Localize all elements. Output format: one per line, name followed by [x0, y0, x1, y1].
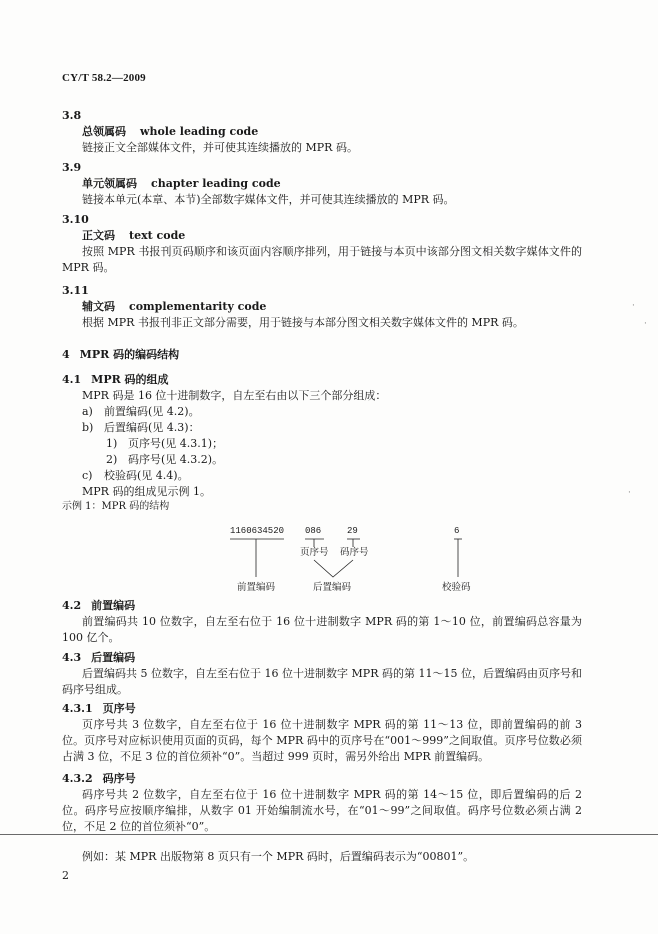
- section-4-3: [62, 650, 582, 698]
- term-cn: 单元领属码: [82, 176, 137, 190]
- list-text: 页序号(见 4.3.1)；: [128, 436, 224, 450]
- scan-speck: ·: [632, 301, 635, 311]
- code-digits: 29: [347, 526, 358, 536]
- term-name: [62, 124, 582, 140]
- suffix-label: 后置编码: [313, 582, 352, 593]
- subsection-number: 4.3: [62, 651, 82, 664]
- check-label: 校验码: [442, 582, 471, 593]
- clause-number: 3.9: [62, 161, 82, 174]
- paragraph: 码序号共 2 位数字，自左至右位于 16 位十进制数字 MPR 码的第 14～15 位，即后置编码的后 2 位。码序号应按顺序编排，从数字 01 开始编制流水号，在“01～99”之间取值。码序号位数必须占满 2 位，不足 2 位的首位须补“0”。: [62, 787, 582, 833]
- term-cn: 总领属码: [82, 124, 126, 138]
- subsection-title: 后置编码: [91, 651, 136, 664]
- page-label: 页序号: [300, 547, 329, 558]
- term-en: whole leading code: [140, 124, 259, 138]
- subsection-heading: [62, 598, 582, 614]
- list-text: 后置编码(见 4.3)：: [104, 420, 200, 434]
- section-4-heading: [62, 347, 582, 363]
- section-title: MPR 码的编码结构: [79, 348, 180, 361]
- subsection-heading: [62, 650, 582, 666]
- list-item: [62, 420, 582, 436]
- subsection-number: 4.2: [62, 599, 82, 612]
- check-digit: 6: [454, 526, 460, 536]
- term-cn: 辅文码: [82, 299, 115, 313]
- term-name: [62, 228, 582, 244]
- term-3-9: [62, 160, 582, 208]
- term-en: chapter leading code: [151, 176, 281, 190]
- clause-number: 3.11: [62, 284, 89, 297]
- subsection-title: MPR 码的组成: [91, 373, 169, 386]
- prefix-digits: 1160634520: [230, 526, 285, 536]
- term-definition: 按照 MPR 书报刊页码顺序和该页面内容顺序排列，用于链接与本页中该部分图文相关数字媒体文件的 MPR 码。: [62, 244, 582, 274]
- prefix-label: 前置编码: [237, 582, 276, 593]
- section-4-1: [62, 372, 582, 514]
- list-item: [62, 404, 582, 420]
- clause-number: 3.8: [62, 109, 82, 122]
- code-label: 码序号: [340, 547, 369, 558]
- term-definition: 根据 MPR 书报刊非正文部分需要，用于链接与本部分图文相关数字媒体文件的 MPR 码。: [82, 315, 524, 329]
- subsection-number: 4.3.1: [62, 702, 93, 715]
- page-fold-line: [0, 834, 658, 835]
- scan-speck: ·: [628, 488, 631, 498]
- term-3-8: [62, 108, 582, 156]
- term-definition: 链接本单元(本章、本节)全部数字媒体文件，并可使其连续播放的 MPR 码。: [82, 192, 455, 206]
- term-definition: 链接正文全部媒体文件，并可使其连续播放的 MPR 码。: [82, 140, 358, 154]
- subsection-title: 前置编码: [91, 599, 136, 612]
- suffix-brace: [314, 560, 353, 577]
- clause-number: 3.10: [62, 213, 89, 226]
- term-name: [62, 176, 582, 192]
- example-title: 示例 1：MPR 码的结构: [62, 500, 170, 512]
- term-3-10: [62, 212, 582, 276]
- list-marker: 2): [106, 452, 118, 466]
- paragraph: 后置编码共 5 位数字，自左至右位于 16 位十进制数字 MPR 码的第 11～15 位，后置编码由页序号和码序号组成。: [62, 666, 582, 696]
- paragraph: 页序号共 3 位数字，自左至右位于 16 位十进制数字 MPR 码的第 11～13 位，即前置编码的前 3 位。页序号对应标识使用页面的页码，每个 MPR 码中的页序号在“001～999”之间取值。页序号位数必须占满 3 位，不足 3 位的首位须补“0”。当超过 999 页时，需另外给出 MPR 前置编码。: [62, 717, 582, 763]
- term-3-11: [62, 283, 582, 331]
- section-4-3-2: [62, 771, 582, 835]
- list-item: [62, 452, 582, 468]
- term-cn: 正文码: [82, 228, 115, 242]
- subsection-heading: [62, 771, 582, 787]
- list-text: 前置编码(见 4.2)。: [104, 404, 200, 418]
- list-text: 校验码(见 4.4)。: [104, 468, 189, 482]
- subsection-number: 4.1: [62, 373, 82, 386]
- standard-number-header: CY/T 58.2—2009: [62, 72, 146, 84]
- subsection-number: 4.3.2: [62, 772, 93, 785]
- list-text: 码序号(见 4.3.2)。: [128, 452, 224, 466]
- list-marker: b): [82, 420, 94, 434]
- subsection-heading: [62, 372, 582, 388]
- paragraph: MPR 码是 16 位十进制数字，自左至右由以下三个部分组成：: [82, 388, 387, 402]
- mpr-structure-diagram: [212, 525, 472, 595]
- section-4-2: [62, 598, 582, 646]
- scan-speck: ·: [644, 319, 647, 329]
- list-marker: a): [82, 404, 93, 418]
- subsection-heading: [62, 701, 582, 717]
- term-en: text code: [129, 228, 186, 242]
- subsection-title: 码序号: [102, 772, 136, 785]
- list-marker: c): [82, 468, 93, 482]
- example-note: 例如：某 MPR 出版物第 8 页只有一个 MPR 码时，后置编码表示为“00801”。: [82, 850, 475, 863]
- list-item: [62, 468, 582, 484]
- subsection-title: 页序号: [102, 702, 136, 715]
- list-marker: 1): [106, 436, 118, 450]
- term-name: [62, 299, 582, 315]
- list-item: [62, 436, 582, 452]
- paragraph: 前置编码共 10 位数字，自左至右位于 16 位十进制数字 MPR 码的第 1～10 位，前置编码总容量为 100 亿个。: [62, 614, 582, 644]
- term-en: complementarity code: [129, 299, 267, 313]
- paragraph: MPR 码的组成见示例 1。: [82, 484, 211, 498]
- section-4-3-1: [62, 701, 582, 765]
- page-digits: 086: [305, 526, 322, 536]
- section-number: 4: [62, 348, 70, 361]
- page-number: 2: [62, 869, 69, 882]
